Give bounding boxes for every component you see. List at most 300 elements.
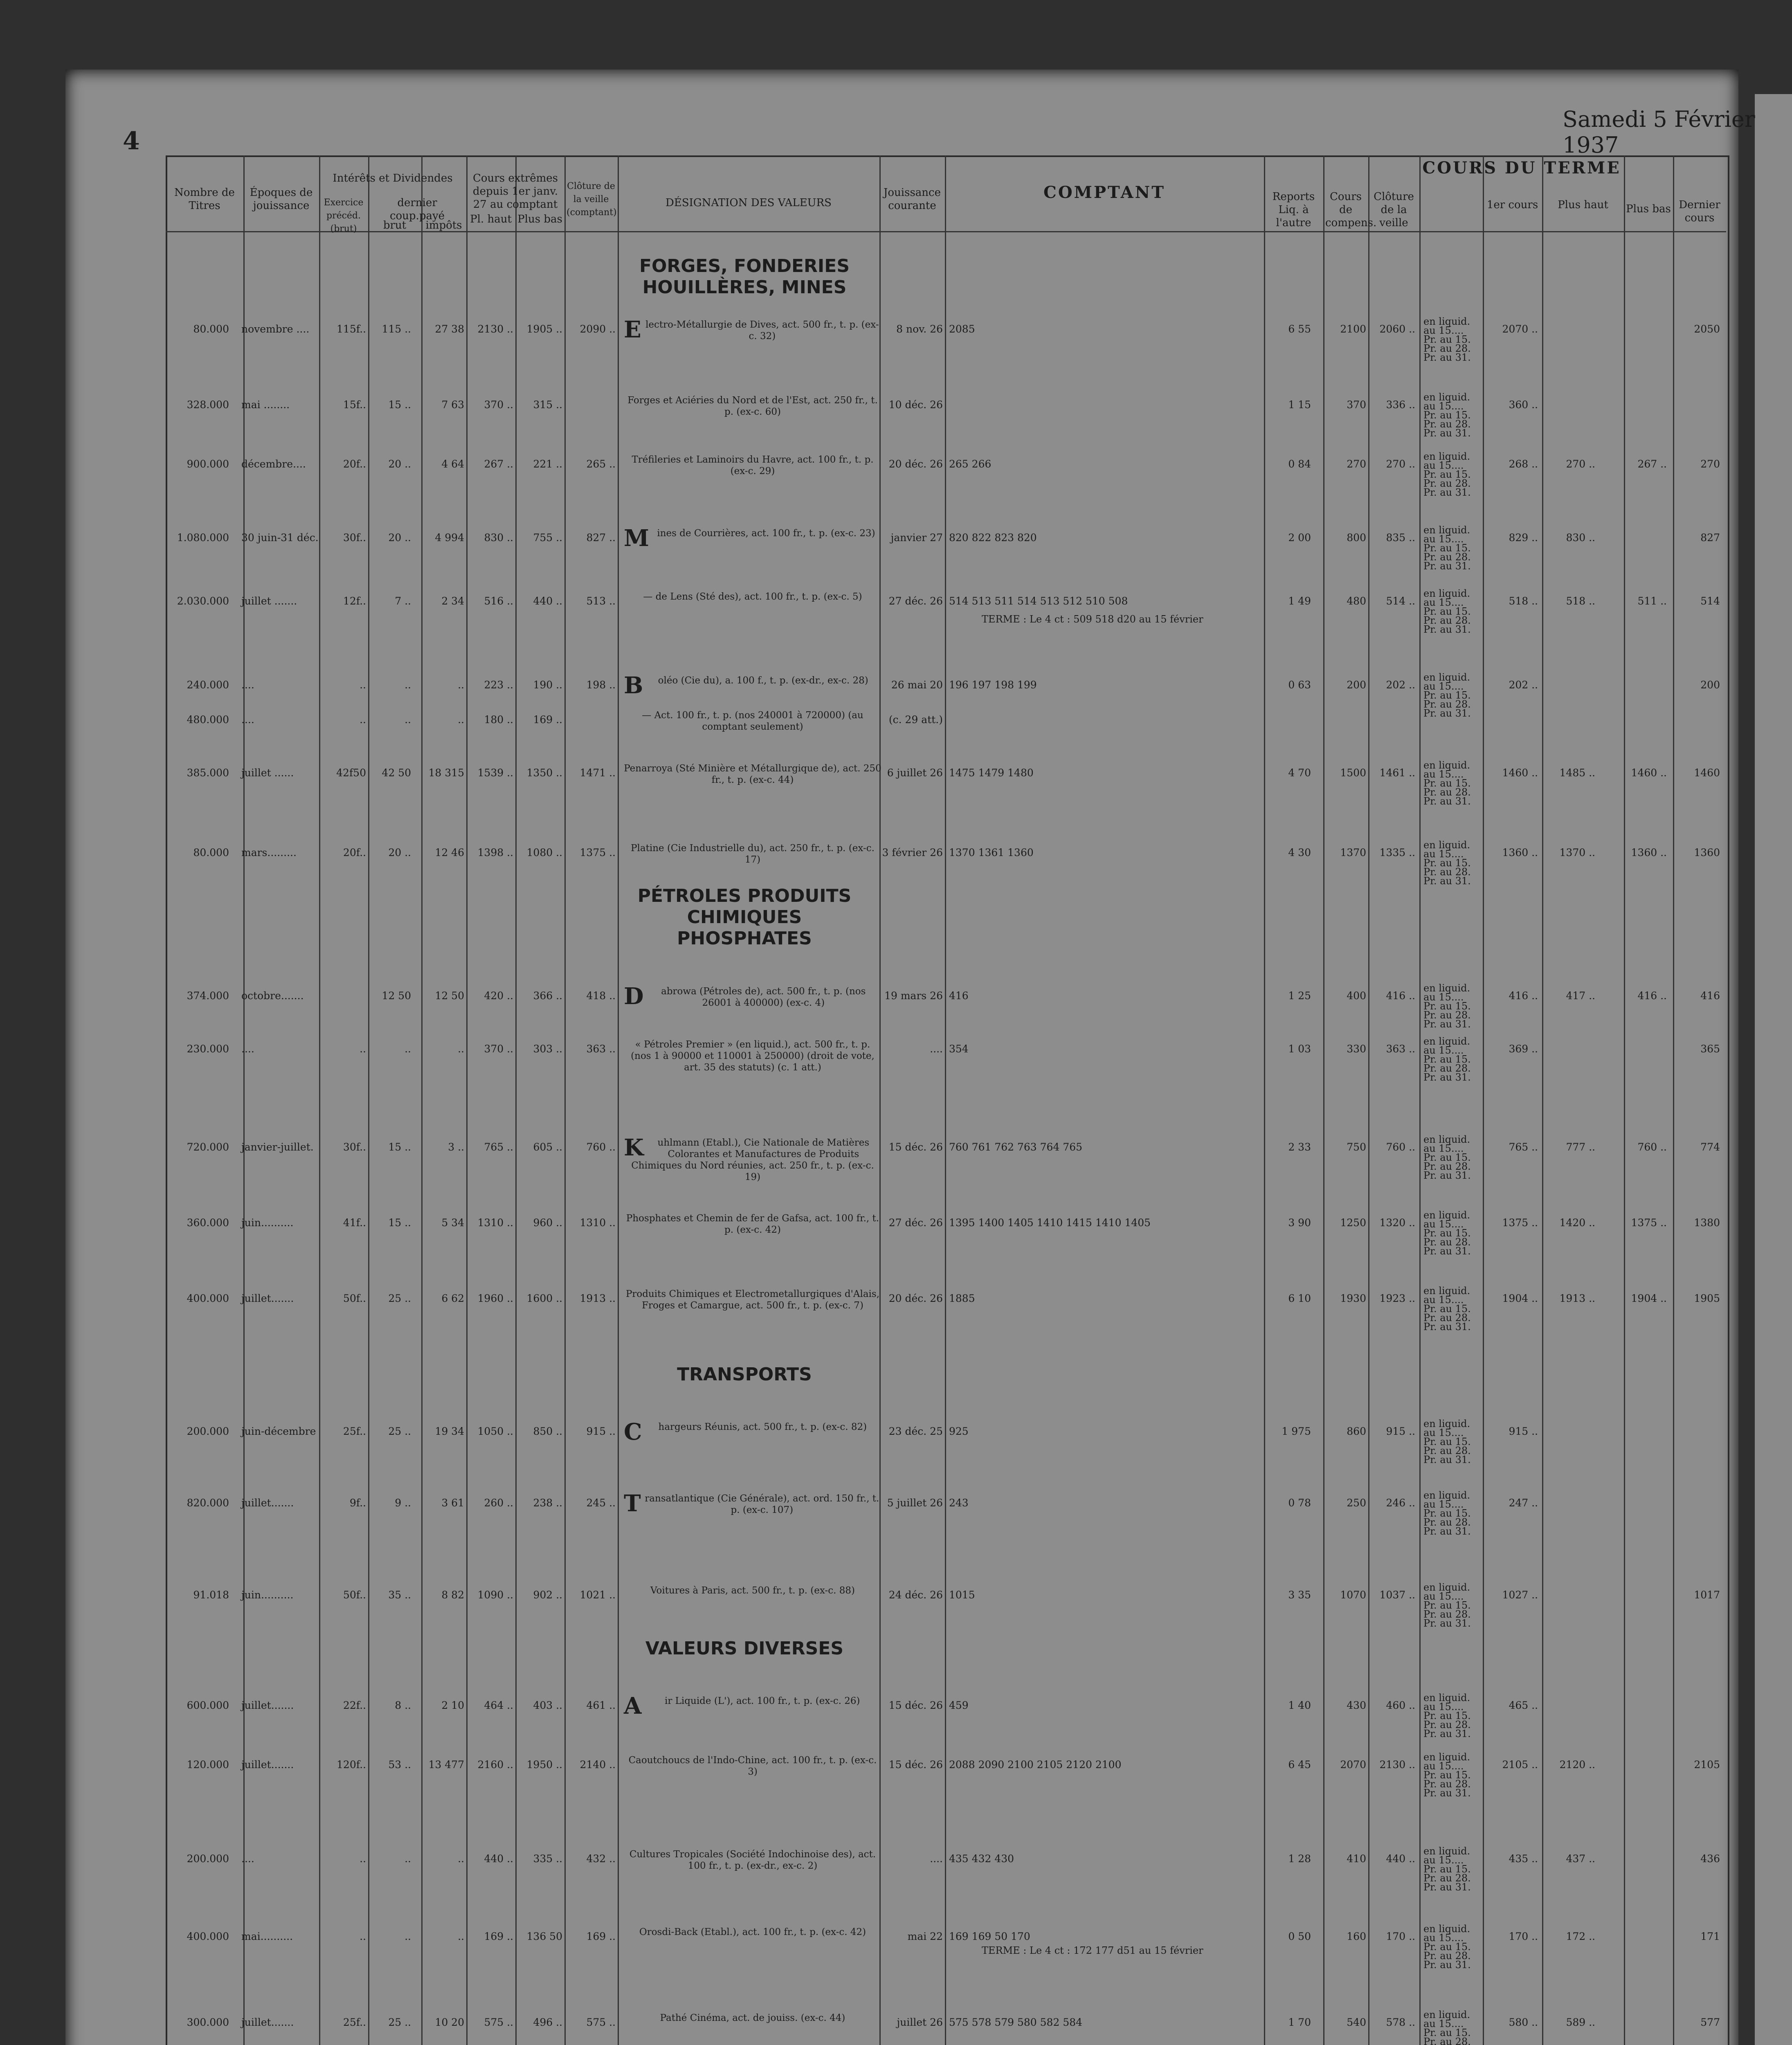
cell-comp: 200 <box>1347 679 1366 691</box>
cell-premier: 268 .. <box>1509 458 1538 470</box>
cell-titres: 200.000 <box>187 1425 229 1437</box>
cell-rep: 1 975 <box>1282 1425 1311 1437</box>
cell-jouis: 3 février 26 <box>882 847 943 858</box>
terme-label: en liquid. <box>1423 588 1470 599</box>
cell-dern: 365 <box>1700 1043 1720 1055</box>
cell-comptant: 1395 1400 1405 1410 1415 1410 1405 <box>949 1217 1151 1229</box>
terme-label: au 15.... <box>1423 681 1464 692</box>
cell-haut: 2160 .. <box>477 1759 513 1771</box>
cell-veille: 1037 .. <box>1379 1589 1415 1601</box>
terme-labels <box>1423 1753 1471 1798</box>
cell-bas: 169 .. <box>533 714 562 726</box>
cell-epoque: juillet ...... <box>241 767 294 779</box>
cell-phaut: 1913 .. <box>1559 1292 1595 1304</box>
terme-label: Pr. au 31. <box>1423 1245 1471 1257</box>
header-plus-bas-comptant: Plus bas <box>517 213 562 225</box>
cell-veille: 363 .. <box>1386 1043 1415 1055</box>
cell-haut: 516 .. <box>484 595 513 607</box>
cell-brut: 12 50 <box>382 990 411 1002</box>
cell-imp: 13 477 <box>428 1759 464 1771</box>
terme-label: Pr. au 28. <box>1423 1312 1471 1324</box>
terme-label: au 15.... <box>1423 2018 1464 2029</box>
header-impots: impôts <box>425 219 462 231</box>
cell-jouis: (c. 29 att.) <box>888 714 943 726</box>
cell-veille: 460 .. <box>1386 1699 1415 1711</box>
cell-brut: 20 .. <box>388 458 411 470</box>
cell-imp: 6 62 <box>441 1292 464 1304</box>
cell-phaut: 1420 .. <box>1559 1217 1595 1229</box>
terme-label: Pr. au 31. <box>1423 487 1471 498</box>
cell-pbas: 1904 .. <box>1631 1292 1667 1304</box>
cell-premier: 1027 .. <box>1502 1589 1538 1601</box>
cell-haut: 420 .. <box>484 990 513 1002</box>
table-row <box>0 1209 1792 1257</box>
security-name: Pathé Cinéma, act. de jouiss. (ex-c. 44) <box>660 2013 845 2023</box>
cell-titres: 1.080.000 <box>177 532 229 544</box>
cell-titres: 900.000 <box>187 458 229 470</box>
terme-label: Pr. au 28. <box>1423 2036 1471 2045</box>
cell-jouis: 23 déc. 25 <box>888 1425 943 1437</box>
cell-haut: 169 .. <box>484 1930 513 1942</box>
header-dernier-cours: Dernier cours <box>1679 199 1720 224</box>
cell-epoque: janvier-juillet. <box>241 1141 314 1153</box>
cell-dern: 2105 <box>1694 1759 1720 1771</box>
security-name: Phosphates et Chemin de fer de Gafsa, act. 100 fr., t. p. (ex-c. 42) <box>626 1213 879 1235</box>
terme-label: au 15.... <box>1423 1854 1464 1866</box>
header-plus-haut: Plus haut <box>1558 199 1608 211</box>
cell-titres: 80.000 <box>193 847 229 858</box>
cell-bas: 605 .. <box>533 1141 562 1153</box>
cell-rep: 6 55 <box>1288 323 1311 335</box>
terme-label: Pr. au 15. <box>1423 778 1471 789</box>
cell-imp: 2 10 <box>441 1699 464 1711</box>
cell-imp: 12 50 <box>435 990 464 1002</box>
security-designation <box>624 1585 881 1596</box>
cell-jouis: janvier 27 <box>890 532 943 544</box>
terme-labels <box>1423 1693 1471 1738</box>
cell-veille: 514 .. <box>1386 595 1415 607</box>
cell-clot: 245 .. <box>586 1497 616 1509</box>
table-row <box>0 1582 1792 1629</box>
cell-epoque: juin.......... <box>241 1589 294 1601</box>
cell-comptant: 1015 <box>949 1589 975 1601</box>
cell-epoque: .... <box>241 1043 254 1055</box>
cell-clot: 2140 .. <box>580 1759 616 1771</box>
cell-phaut: 437 .. <box>1566 1853 1595 1865</box>
cell-dern: 2050 <box>1694 323 1720 335</box>
cell-titres: 2.030.000 <box>177 595 229 607</box>
cell-bas: 1080 .. <box>526 847 562 858</box>
terme-label: Pr. au 28. <box>1423 615 1471 626</box>
cell-rep: 1 28 <box>1288 1853 1311 1865</box>
cell-titres: 720.000 <box>187 1141 229 1153</box>
section-petroles: PÉTROLES PRODUITS CHIMIQUES PHOSPHATES <box>637 885 852 949</box>
cell-comptant: 435 432 430 <box>949 1853 1014 1865</box>
cell-jouis: 24 déc. 26 <box>888 1589 943 1601</box>
cell-dern: 200 <box>1700 679 1720 691</box>
cell-bas: 755 .. <box>533 532 562 544</box>
terme-label: en liquid. <box>1423 1209 1470 1221</box>
terme-label: au 15.... <box>1423 1427 1464 1438</box>
cell-premier: 202 .. <box>1509 679 1538 691</box>
cell-dern: 514 <box>1700 595 1720 607</box>
cell-bas: 315 .. <box>533 399 562 411</box>
cell-comp: 160 <box>1347 1930 1366 1942</box>
security-name: abrowa (Pétroles de), act. 500 fr., t. p. (nos 26001 à 400000) (ex-c. 4) <box>661 986 866 1008</box>
terme-labels <box>1423 2010 1471 2045</box>
header-dernier: dernier coup.payé <box>389 197 445 222</box>
terme-label: en liquid. <box>1423 1418 1470 1429</box>
cell-haut: 1539 .. <box>477 767 513 779</box>
cell-pbas: 1360 .. <box>1631 847 1667 858</box>
cell-veille: 1335 .. <box>1379 847 1415 858</box>
terme-label: Pr. au 15. <box>1423 409 1471 421</box>
cell-exer: 25f.. <box>343 2016 366 2028</box>
cell-jouis: 15 déc. 26 <box>888 1699 943 1711</box>
cell-premier: 465 .. <box>1509 1699 1538 1711</box>
terme-label: Pr. au 31. <box>1423 1618 1471 1629</box>
cell-phaut: 589 .. <box>1566 2016 1595 2028</box>
security-designation <box>624 1418 881 1445</box>
header-comptant: COMPTANT <box>1043 183 1165 202</box>
cell-rep: 2 33 <box>1288 1141 1311 1153</box>
terme-label: Pr. au 31. <box>1423 1728 1471 1739</box>
cell-veille: 578 .. <box>1386 2016 1415 2028</box>
cell-premier: 369 .. <box>1509 1043 1538 1055</box>
cell-bas: 366 .. <box>533 990 562 1002</box>
terme-label: Pr. au 28. <box>1423 1778 1471 1790</box>
cell-comptant: 265 266 <box>949 458 992 470</box>
terme-labels <box>1423 1286 1471 1331</box>
cell-epoque: .... <box>241 679 254 691</box>
terme-label: Pr. au 15. <box>1423 1508 1471 1519</box>
cell-veille: 835 .. <box>1386 532 1415 544</box>
cell-rep: 4 70 <box>1288 767 1311 779</box>
terme-label: Pr. au 15. <box>1423 690 1471 701</box>
header-jouissance: Jouissance courante <box>883 187 941 212</box>
cell-rep: 1 70 <box>1288 2016 1311 2028</box>
drop-initial: E <box>624 316 641 343</box>
cell-comptant: 354 <box>949 1043 969 1055</box>
security-name: lectro-Métallurgie de Dives, act. 500 fr., t. p. (ex-c. 32) <box>645 319 879 342</box>
cell-jouis: 27 déc. 26 <box>888 1217 943 1229</box>
terme-label: en liquid. <box>1423 451 1470 462</box>
cell-brut: 35 .. <box>388 1589 411 1601</box>
cell-comptant: 575 578 579 580 582 584 <box>949 2016 1083 2028</box>
cell-comptant: 243 <box>949 1497 969 1509</box>
terme-label: Pr. au 31. <box>1423 1526 1471 1537</box>
terme-label: au 15.... <box>1423 1143 1464 1154</box>
cell-imp: 18 315 <box>428 767 464 779</box>
cell-haut: 464 .. <box>484 1699 513 1711</box>
cell-veille: 202 .. <box>1386 679 1415 691</box>
cell-premier: 416 .. <box>1509 990 1538 1002</box>
terme-labels <box>1423 452 1471 497</box>
header-reports: Reports Liq. à l'autre <box>1272 191 1315 229</box>
terme-label: au 15.... <box>1423 1701 1464 1712</box>
terme-label: Pr. au 15. <box>1423 1152 1471 1163</box>
drop-initial: M <box>624 525 649 552</box>
cell-exer: .. <box>360 1853 366 1865</box>
cell-bas: 1600 .. <box>526 1292 562 1304</box>
terme-label: Pr. au 31. <box>1423 1454 1471 1465</box>
cell-dern: 1460 <box>1694 767 1720 779</box>
cell-veille: 915 .. <box>1386 1425 1415 1437</box>
cell-dern: 171 <box>1700 1930 1720 1942</box>
cell-clot: 1471 .. <box>580 767 616 779</box>
cell-imp: 3 61 <box>441 1497 464 1509</box>
terme-label: Pr. au 28. <box>1423 1950 1471 1962</box>
terme-label: en liquid. <box>1423 1134 1470 1145</box>
drop-initial: C <box>624 1418 642 1445</box>
cell-rep: 1 49 <box>1288 595 1311 607</box>
header-designation: DÉSIGNATION DES VALEURS <box>666 197 832 209</box>
cell-comp: 370 <box>1347 399 1366 411</box>
cell-haut: 2130 .. <box>477 323 513 335</box>
cell-veille: 170 .. <box>1386 1930 1415 1942</box>
cell-haut: 267 .. <box>484 458 513 470</box>
cell-imp: 10 20 <box>435 2016 464 2028</box>
cell-dern: 1017 <box>1694 1589 1720 1601</box>
terme-label: Pr. au 28. <box>1423 1236 1471 1248</box>
cell-comptant: 2085 <box>949 323 975 335</box>
cell-phaut: 417 .. <box>1566 990 1595 1002</box>
cell-clot: 1375 .. <box>580 847 616 858</box>
cell-jouis: mai 22 <box>907 1930 943 1942</box>
terme-label: en liquid. <box>1423 1751 1470 1763</box>
table-row <box>0 588 1792 635</box>
cell-bas: 1905 .. <box>526 323 562 335</box>
cell-titres: 480.000 <box>187 714 229 726</box>
table-row <box>0 316 1792 363</box>
cell-titres: 80.000 <box>193 323 229 335</box>
cell-titres: 385.000 <box>187 767 229 779</box>
cell-brut: 15 .. <box>388 1217 411 1229</box>
security-name: ransatlantique (Cie Générale), act. ord. 150 fr., t. p. (ex-c. 107) <box>645 1493 879 1515</box>
terme-label: Pr. au 31. <box>1423 352 1471 363</box>
cell-clot: 827 .. <box>586 532 616 544</box>
cell-brut: 20 .. <box>388 532 411 544</box>
cell-comptant: 1885 <box>949 1292 975 1304</box>
cell-bas: 190 .. <box>533 679 562 691</box>
cell-imp: 3 .. <box>448 1141 464 1153</box>
terme-label: Pr. au 31. <box>1423 427 1471 439</box>
security-designation <box>624 1213 881 1236</box>
terme-label: au 15.... <box>1423 400 1464 412</box>
terme-label: Pr. au 28. <box>1423 699 1471 710</box>
cell-rep: 2 00 <box>1288 532 1311 544</box>
cell-titres: 600.000 <box>187 1699 229 1711</box>
cell-bas: 902 .. <box>533 1589 562 1601</box>
table-row <box>0 1845 1792 1893</box>
cell-bas: 496 .. <box>533 2016 562 2028</box>
security-designation <box>624 1288 881 1311</box>
terme-label: au 15.... <box>1423 1218 1464 1230</box>
cell-pbas: 760 .. <box>1637 1141 1667 1153</box>
header-cours-terme: COURS DU TERME <box>1422 158 1621 178</box>
security-name: ines de Courrières, act. 100 fr., t. p. (ex-c. 23) <box>657 528 875 539</box>
terme-label: Pr. au 15. <box>1423 542 1471 554</box>
cell-bas: 850 .. <box>533 1425 562 1437</box>
cell-brut: 25 .. <box>388 1425 411 1437</box>
terme-label: Pr. au 28. <box>1423 343 1471 354</box>
cell-exer: 20f.. <box>343 458 366 470</box>
cell-imp: 4 64 <box>441 458 464 470</box>
cell-dern: 774 <box>1700 1141 1720 1153</box>
security-designation <box>624 983 881 1010</box>
cell-brut: 15 .. <box>388 399 411 411</box>
cell-titres: 200.000 <box>187 1853 229 1865</box>
cell-clot: 198 .. <box>586 679 616 691</box>
cell-comptant: 925 <box>949 1425 969 1437</box>
cell-brut: .. <box>405 714 411 726</box>
cell-comp: 1070 <box>1340 1589 1366 1601</box>
cell-titres: 400.000 <box>187 1292 229 1304</box>
cell-haut: 1090 .. <box>477 1589 513 1601</box>
cell-epoque: juillet....... <box>241 1759 294 1771</box>
header-cloture: Clôture de la veille (comptant) <box>567 181 617 218</box>
cell-rep: 0 78 <box>1288 1497 1311 1509</box>
cell-rep: 3 90 <box>1288 1217 1311 1229</box>
terme-labels <box>1423 1211 1471 1256</box>
cell-clot: 1021 .. <box>580 1589 616 1601</box>
cell-epoque: juillet....... <box>241 2016 294 2028</box>
cell-premier: 518 .. <box>1509 595 1538 607</box>
cell-haut: 370 .. <box>484 399 513 411</box>
cell-dern: 1905 <box>1694 1292 1720 1304</box>
terme-label: Pr. au 28. <box>1423 1609 1471 1620</box>
cell-phaut: 830 .. <box>1566 532 1595 544</box>
security-name: Produits Chimiques et Electrometallurgiques d'Alais, Froges et Camargue, act. 500 fr., t. p. (ex-c. 7) <box>625 1289 880 1311</box>
security-designation <box>624 2012 881 2024</box>
cell-exer: 22f.. <box>343 1699 366 1711</box>
terme-labels <box>1423 317 1471 362</box>
cell-exer: 30f.. <box>343 532 366 544</box>
security-designation <box>624 591 881 602</box>
terme-label: Pr. au 15. <box>1423 1227 1471 1239</box>
cell-jouis: juillet 26 <box>897 2016 943 2028</box>
header-veille: Clôture de la veille <box>1374 191 1414 229</box>
table-row <box>0 524 1792 572</box>
terme-label: Pr. au 28. <box>1423 1445 1471 1456</box>
cell-rep: 0 84 <box>1288 458 1311 470</box>
terme-label: au 15.... <box>1423 991 1464 1003</box>
terme-label: au 15.... <box>1423 1591 1464 1602</box>
cell-imp: 19 34 <box>435 1425 464 1437</box>
cell-imp: 7 63 <box>441 399 464 411</box>
cell-comp: 410 <box>1347 1853 1366 1865</box>
terme-label: Pr. au 28. <box>1423 1009 1471 1021</box>
terme-label: Pr. au 15. <box>1423 334 1471 345</box>
table-row <box>0 982 1792 1030</box>
security-name: Voitures à Paris, act. 500 fr., t. p. (ex-c. 88) <box>650 1585 855 1596</box>
terme-note-lens: TERME : Le 4 ct : 509 518 d20 au 15 février <box>982 614 1203 625</box>
terme-label: Pr. au 31. <box>1423 1018 1471 1030</box>
cell-comp: 430 <box>1347 1699 1366 1711</box>
cell-dern: 827 <box>1700 532 1720 544</box>
terme-label: Pr. au 15. <box>1423 1769 1471 1781</box>
cell-clot: 2090 .. <box>580 323 616 335</box>
cell-brut: .. <box>405 679 411 691</box>
cell-comptant: 459 <box>949 1699 969 1711</box>
terme-label: Pr. au 31. <box>1423 1881 1471 1893</box>
cell-jouis: 19 mars 26 <box>884 990 943 1002</box>
terme-label: Pr. au 31. <box>1423 875 1471 887</box>
cell-brut: 42 50 <box>382 767 411 779</box>
cell-brut: 53 .. <box>388 1759 411 1771</box>
terme-label: Pr. au 28. <box>1423 1517 1471 1528</box>
terme-labels <box>1423 1491 1471 1536</box>
cell-imp: 4 994 <box>435 532 464 544</box>
cell-jouis: 15 déc. 26 <box>888 1759 943 1771</box>
terme-label: en liquid. <box>1423 1582 1470 1593</box>
cell-comptant: 169 169 50 170 <box>949 1930 1030 1942</box>
cell-titres: 300.000 <box>187 2016 229 2028</box>
drop-initial: T <box>624 1490 641 1517</box>
security-designation <box>624 672 881 699</box>
terme-label: Pr. au 15. <box>1423 1303 1471 1315</box>
cell-jouis: 20 déc. 26 <box>888 458 943 470</box>
cell-premier: 580 .. <box>1509 2016 1538 2028</box>
drop-initial: B <box>624 672 643 699</box>
cell-imp: .. <box>458 1043 464 1055</box>
terme-labels <box>1423 1583 1471 1628</box>
terme-label: en liquid. <box>1423 1845 1470 1857</box>
cell-comptant: 760 761 762 763 764 765 <box>949 1141 1083 1153</box>
terme-label: Pr. au 31. <box>1423 708 1471 719</box>
cell-premier: 170 .. <box>1509 1930 1538 1942</box>
header-nombre: Nombre de Titres <box>174 187 235 212</box>
cell-comp: 1370 <box>1340 847 1366 858</box>
terme-labels <box>1423 1924 1471 1969</box>
table-row <box>0 1923 1792 1971</box>
cell-jouis: .... <box>930 1043 943 1055</box>
cell-haut: 223 .. <box>484 679 513 691</box>
table-row <box>0 1134 1792 1182</box>
cell-titres: 230.000 <box>187 1043 229 1055</box>
cell-pbas: 511 .. <box>1637 595 1667 607</box>
security-name: Tréfileries et Laminoirs du Havre, act. 100 fr., t. p. (ex-c. 29) <box>632 454 874 476</box>
terme-label: Pr. au 31. <box>1423 1787 1471 1799</box>
header-interets: Intérêts et Dividendes <box>333 172 453 184</box>
terme-label: Pr. au 28. <box>1423 1063 1471 1074</box>
cell-phaut: 270 .. <box>1566 458 1595 470</box>
terme-labels <box>1423 761 1471 806</box>
cell-imp: .. <box>458 714 464 726</box>
cell-comptant: 2088 2090 2100 2105 2120 2100 <box>949 1759 1122 1771</box>
cell-dern: 577 <box>1700 2016 1720 2028</box>
table-row <box>0 839 1792 887</box>
cell-comp: 270 <box>1347 458 1366 470</box>
terme-label: en liquid. <box>1423 316 1470 327</box>
table-row <box>0 1036 1792 1083</box>
terme-labels <box>1423 840 1471 885</box>
security-name: Cultures Tropicales (Société Indochinoise des), act. 100 fr., t. p. (ex-dr., ex-c. 2) <box>629 1849 876 1871</box>
terme-labels <box>1423 393 1471 438</box>
table-row <box>0 672 1792 719</box>
cell-imp: 12 46 <box>435 847 464 858</box>
security-name: hargeurs Réunis, act. 500 fr., t. p. (ex-c. 82) <box>658 1422 867 1432</box>
cell-epoque: décembre.... <box>241 458 306 470</box>
cell-brut: 115 .. <box>382 323 411 335</box>
cell-comptant: 1475 1479 1480 <box>949 767 1034 779</box>
cell-haut: 1310 .. <box>477 1217 513 1229</box>
cell-exer: 120f.. <box>337 1759 366 1771</box>
drop-initial: D <box>624 983 644 1010</box>
cell-clot: 513 .. <box>586 595 616 607</box>
security-name: ir Liquide (L'), act. 100 fr., t. p. (ex-c. 26) <box>665 1696 860 1706</box>
terme-label: au 15.... <box>1423 1760 1464 1772</box>
